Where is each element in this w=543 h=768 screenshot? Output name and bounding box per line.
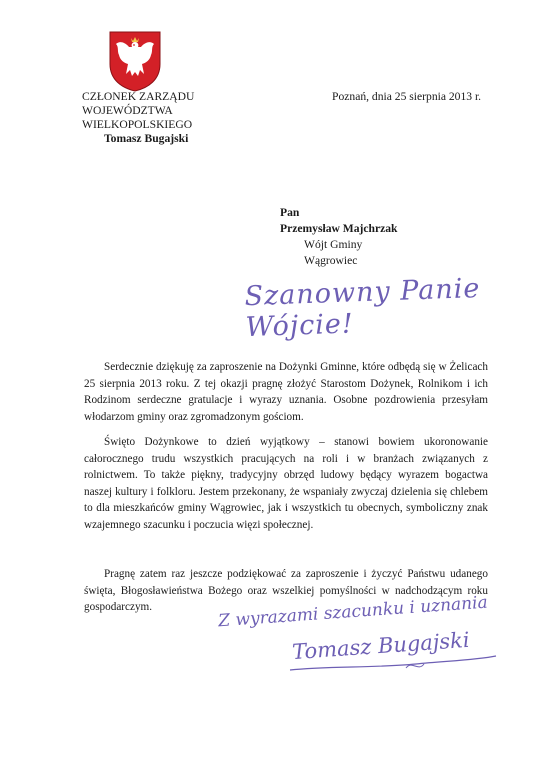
handwritten-greeting: Szanowny Panie Wójcie! [244, 272, 481, 344]
recipient-block [280, 205, 398, 269]
letter-paragraph-2 [84, 434, 488, 534]
letter-paragraph-1 [84, 359, 488, 425]
paragraph-2-text: Święto Dożynkowe to dzień wyjątkowy – stanowi bowiem ukoronowanie całorocznego trudu wszystkich pracujących na roli i w branżach związanych z rolnictwem. To także piękny, tradycyjny obrzęd ludowy będący wyrazem bogactwa naszej kultury i folkloru. Jestem przekonany, że wspaniały zwyczaj dzielenia się chlebem to dla mieszkańców gminy Wągrowiec, jak i wszystkich tu obecnych, symboliczny znak wzajemnego szacunku i poczucia więzi społecznej. [84, 436, 488, 531]
paragraph-1-text: Serdecznie dziękuję za zaproszenie na Dożynki Gminne, które odbędą się w Żelicach 25 sierpnia 2013 roku. Z tej okazji pragnę złożyć Starostom Dożynek, Rolnikom i ich Rodzinom serdeczne gratulacje i wyrazy uznania. Osobne pozdrowienia przesyłam włodarzom gminy oraz zgromadzonym gościom. [84, 361, 488, 423]
white-eagle-crest-icon [108, 30, 162, 92]
recipient-salutation: Pan [280, 206, 300, 219]
recipient-name: Przemysław Majchrzak [280, 222, 398, 235]
sender-title-line1: CZŁONEK ZARZĄDU [82, 90, 195, 103]
date-line: Poznań, dnia 25 sierpnia 2013 r. [332, 90, 482, 103]
sender-block [82, 90, 282, 146]
handwritten-signature: Tomasz Bugajski [291, 627, 471, 665]
paragraph-3-text: Pragnę zatem raz jeszcze podziękować za zaproszenie i życzyć Państwu udanego święta, Błogosławieństwa Bożego oraz wszelkiej pomyślności w nadchodzącym roku gospodarczym. [84, 568, 488, 614]
recipient-place: Wągrowiec [304, 254, 358, 267]
sender-title-line2: WOJEWÓDZTWA WIELKOPOLSKIEGO [82, 104, 193, 131]
handwritten-closing: Z wyrazami szacunku i uznania [217, 592, 489, 632]
recipient-title: Wójt Gminy [304, 238, 363, 251]
sender-name: Tomasz Bugajski [104, 132, 189, 145]
